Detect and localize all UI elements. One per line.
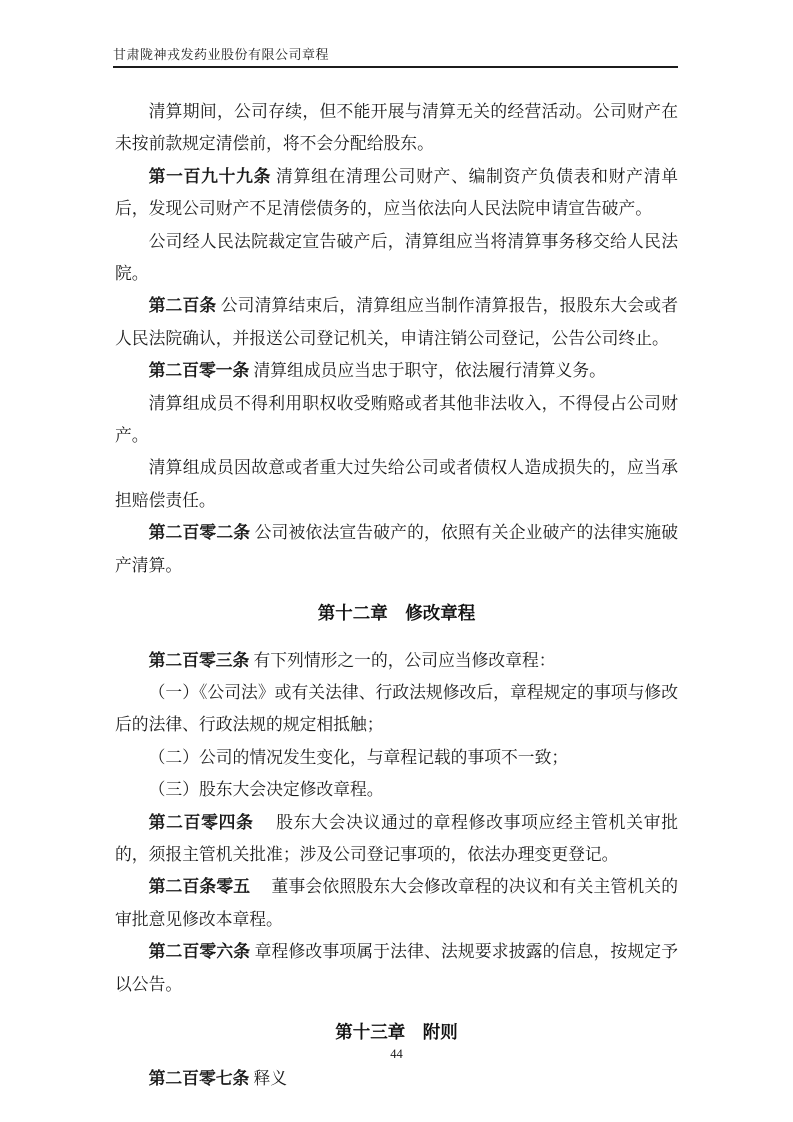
- body-paragraph: （一）《公司法》或有关法律、行政法规修改后，章程规定的事项与修改后的法律、行政法规的规定相抵触；: [115, 682, 678, 735]
- article-paragraph: 第二百零一条 清算组成员应当忠于职守，依法履行清算义务。: [148, 361, 606, 381]
- article-paragraph: 第二百零二条 公司被依法宣告破产的，依照有关企业破产的法律实施破产清算。: [115, 523, 678, 575]
- article-paragraph: 第一百九十九条 清算组在清理公司财产、编制资产负债表和财产清单后，发现公司财产不足清偿债务的，应当依法向人民法院申请宣告破产。: [115, 166, 678, 219]
- body-paragraph: 清算期间，公司存续，但不能开展与清算无关的经营活动。公司财产在未按前款规定清偿前，将不会分配给股东。: [115, 102, 678, 154]
- article-paragraph: 第二百零六条 章程修改事项属于法律、法规要求披露的信息，按规定予以公告。: [115, 942, 678, 994]
- article-number: 第二百条: [148, 296, 217, 316]
- body-paragraph: 清算组成员不得利用职权收受贿赂或者其他非法收入，不得侵占公司财产。: [115, 393, 678, 446]
- chapter-heading: 第十三章 附则: [335, 1021, 458, 1042]
- article-number: 第二百条零五: [148, 877, 251, 897]
- article-paragraph: 第二百零三条 有下列情形之一的，公司应当修改章程：: [148, 650, 556, 670]
- article-paragraph: 第二百条零五 董事会依照股东大会修改章程的决议和有关主管机关的审批意见修改本章程。: [115, 877, 678, 929]
- article-number: 第二百零六条: [148, 942, 251, 962]
- header-title: 甘肃陇神戎发药业股份有限公司章程: [113, 47, 678, 68]
- article-number: 第一百九十九条: [148, 166, 272, 186]
- body-paragraph: 公司经人民法院裁定宣告破产后，清算组应当将清算事务移交给人民法院。: [115, 231, 678, 284]
- article-number: 第二百零三条: [148, 650, 250, 670]
- article-number: 第二百零七条: [148, 1069, 250, 1089]
- article-number: 第二百零二条: [148, 523, 251, 543]
- chapter-heading: 第十二章 修改章程: [317, 603, 476, 624]
- page-header: [113, 0, 678, 68]
- article-number: 第二百零一条: [148, 361, 250, 381]
- article-number: 第二百零四条: [148, 812, 254, 832]
- body-paragraph: （二）公司的情况发生变化，与章程记载的事项不一致；: [148, 747, 569, 767]
- page-number: 44: [390, 1047, 403, 1061]
- article-paragraph: 第二百条 公司清算结束后，清算组应当制作清算报告，报股东大会或者人民法院确认，并报送公司登记机关，申请注销公司登记，公告公司终止。: [115, 296, 678, 348]
- page-footer: [0, 1047, 793, 1062]
- article-paragraph: 第二百零七条 释义: [148, 1069, 288, 1089]
- article-paragraph: 第二百零四条 股东大会决议通过的章程修改事项应经主管机关审批的，须报主管机关批准；涉及公司登记事项的，依法办理变更登记。: [115, 812, 678, 864]
- document-body: [115, 96, 678, 1096]
- body-paragraph: （三）股东大会决定修改章程。: [148, 780, 384, 800]
- body-paragraph: 清算组成员因故意或者重大过失给公司或者债权人造成损失的，应当承担赔偿责任。: [115, 458, 678, 510]
